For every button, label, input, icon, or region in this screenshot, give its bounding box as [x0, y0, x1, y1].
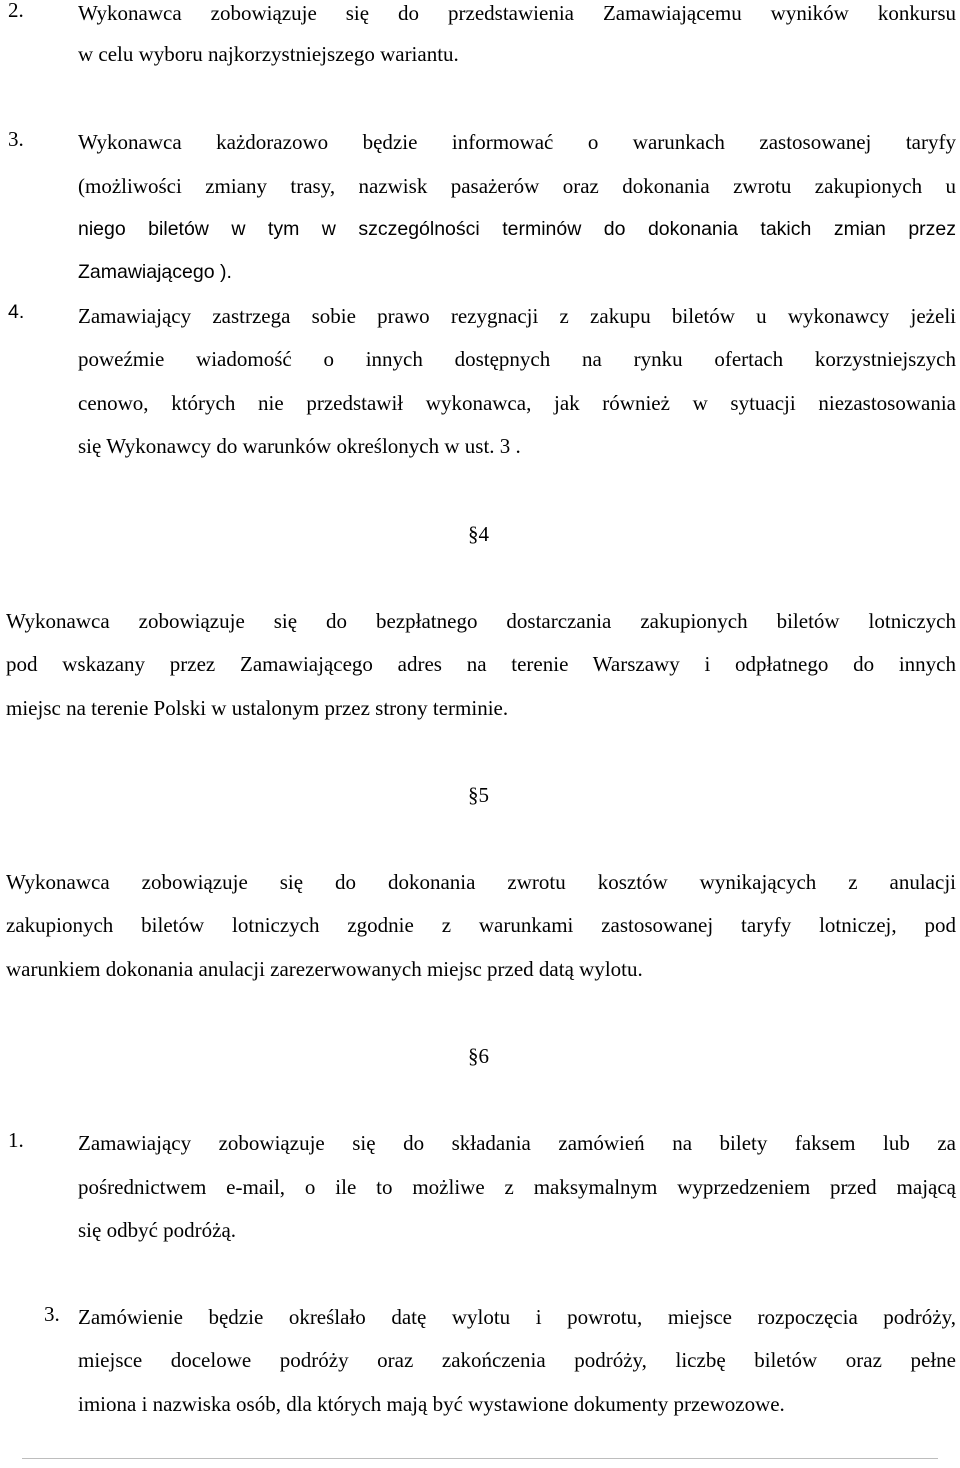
text-line: (możliwości zmiany trasy, nazwisk pasażerów oraz dokonania zwrotu zakupionych u [78, 174, 956, 198]
text-line: Zamawiający zastrzega sobie prawo rezygnacji z zakupu biletów u wykonawcy jeżeli [78, 304, 956, 328]
item-number: 2. [8, 0, 24, 22]
text-line: Wykonawca zobowiązuje się do przedstawienia Zamawiającemu wyników konkursu [78, 1, 956, 25]
item-number: 4. [8, 301, 25, 323]
text-line: Zamówienie będzie określało datę wylotu i powrotu, miejsce rozpoczęcia podróży, [78, 1305, 956, 1329]
text-line: Zamawiającego ). [78, 261, 232, 283]
text-line: poweźmie wiadomość o innych dostępnych na rynku ofertach korzystniejszych [78, 347, 956, 371]
text-line: pośrednictwem e-mail, o ile to możliwe z maksymalnym wyprzedzeniem przed mającą [78, 1175, 956, 1199]
text-line: Wykonawca zobowiązuje się do dokonania zwrotu kosztów wynikających z anulacji [6, 870, 956, 894]
text-line: miejsce docelowe podróży oraz zakończenia podróży, liczbę biletów oraz pełne [78, 1348, 956, 1372]
text-line: pod wskazany przez Zamawiającego adres na terenie Warszawy i odpłatnego do innych [6, 652, 956, 676]
text-line: miejsc na terenie Polski w ustalonym przez strony terminie. [6, 696, 509, 720]
text-line: imiona i nazwiska osób, dla których mają być wystawione dokumenty przewozowe. [78, 1392, 785, 1416]
text-line: w celu wyboru najkorzystniejszego wariantu. [78, 42, 459, 66]
item-number: 1. [8, 1128, 24, 1152]
section-heading: §5 [468, 783, 489, 807]
page-divider [22, 1458, 938, 1459]
text-line: się odbyć podróżą. [78, 1218, 237, 1242]
text-line: Wykonawca zobowiązuje się do bezpłatnego dostarczania zakupionych biletów lotniczych [6, 609, 956, 633]
section-heading: §4 [468, 522, 489, 546]
item-number: 3. [44, 1302, 60, 1326]
section-heading: §6 [468, 1044, 489, 1068]
text-line: zakupionych biletów lotniczych zgodnie z warunkami zastosowanej taryfy lotniczej, pod [6, 913, 956, 937]
text-line: Zamawiający zobowiązuje się do składania zamówień na bilety faksem lub za [78, 1131, 956, 1155]
text-line: warunkiem dokonania anulacji zarezerwowanych miejsc przed datą wylotu. [6, 957, 643, 981]
text-line: Wykonawca każdorazowo będzie informować o warunkach zastosowanej taryfy [78, 130, 956, 154]
item-number: 3. [8, 127, 24, 151]
text-line: niego biletów w tym w szczególności terminów do dokonania takich zmian przez [78, 218, 956, 240]
text-line: cenowo, których nie przedstawił wykonawca, jak również w sytuacji niezastosowania [78, 391, 956, 415]
text-line: się Wykonawcy do warunków określonych w ust. 3 . [78, 434, 521, 458]
